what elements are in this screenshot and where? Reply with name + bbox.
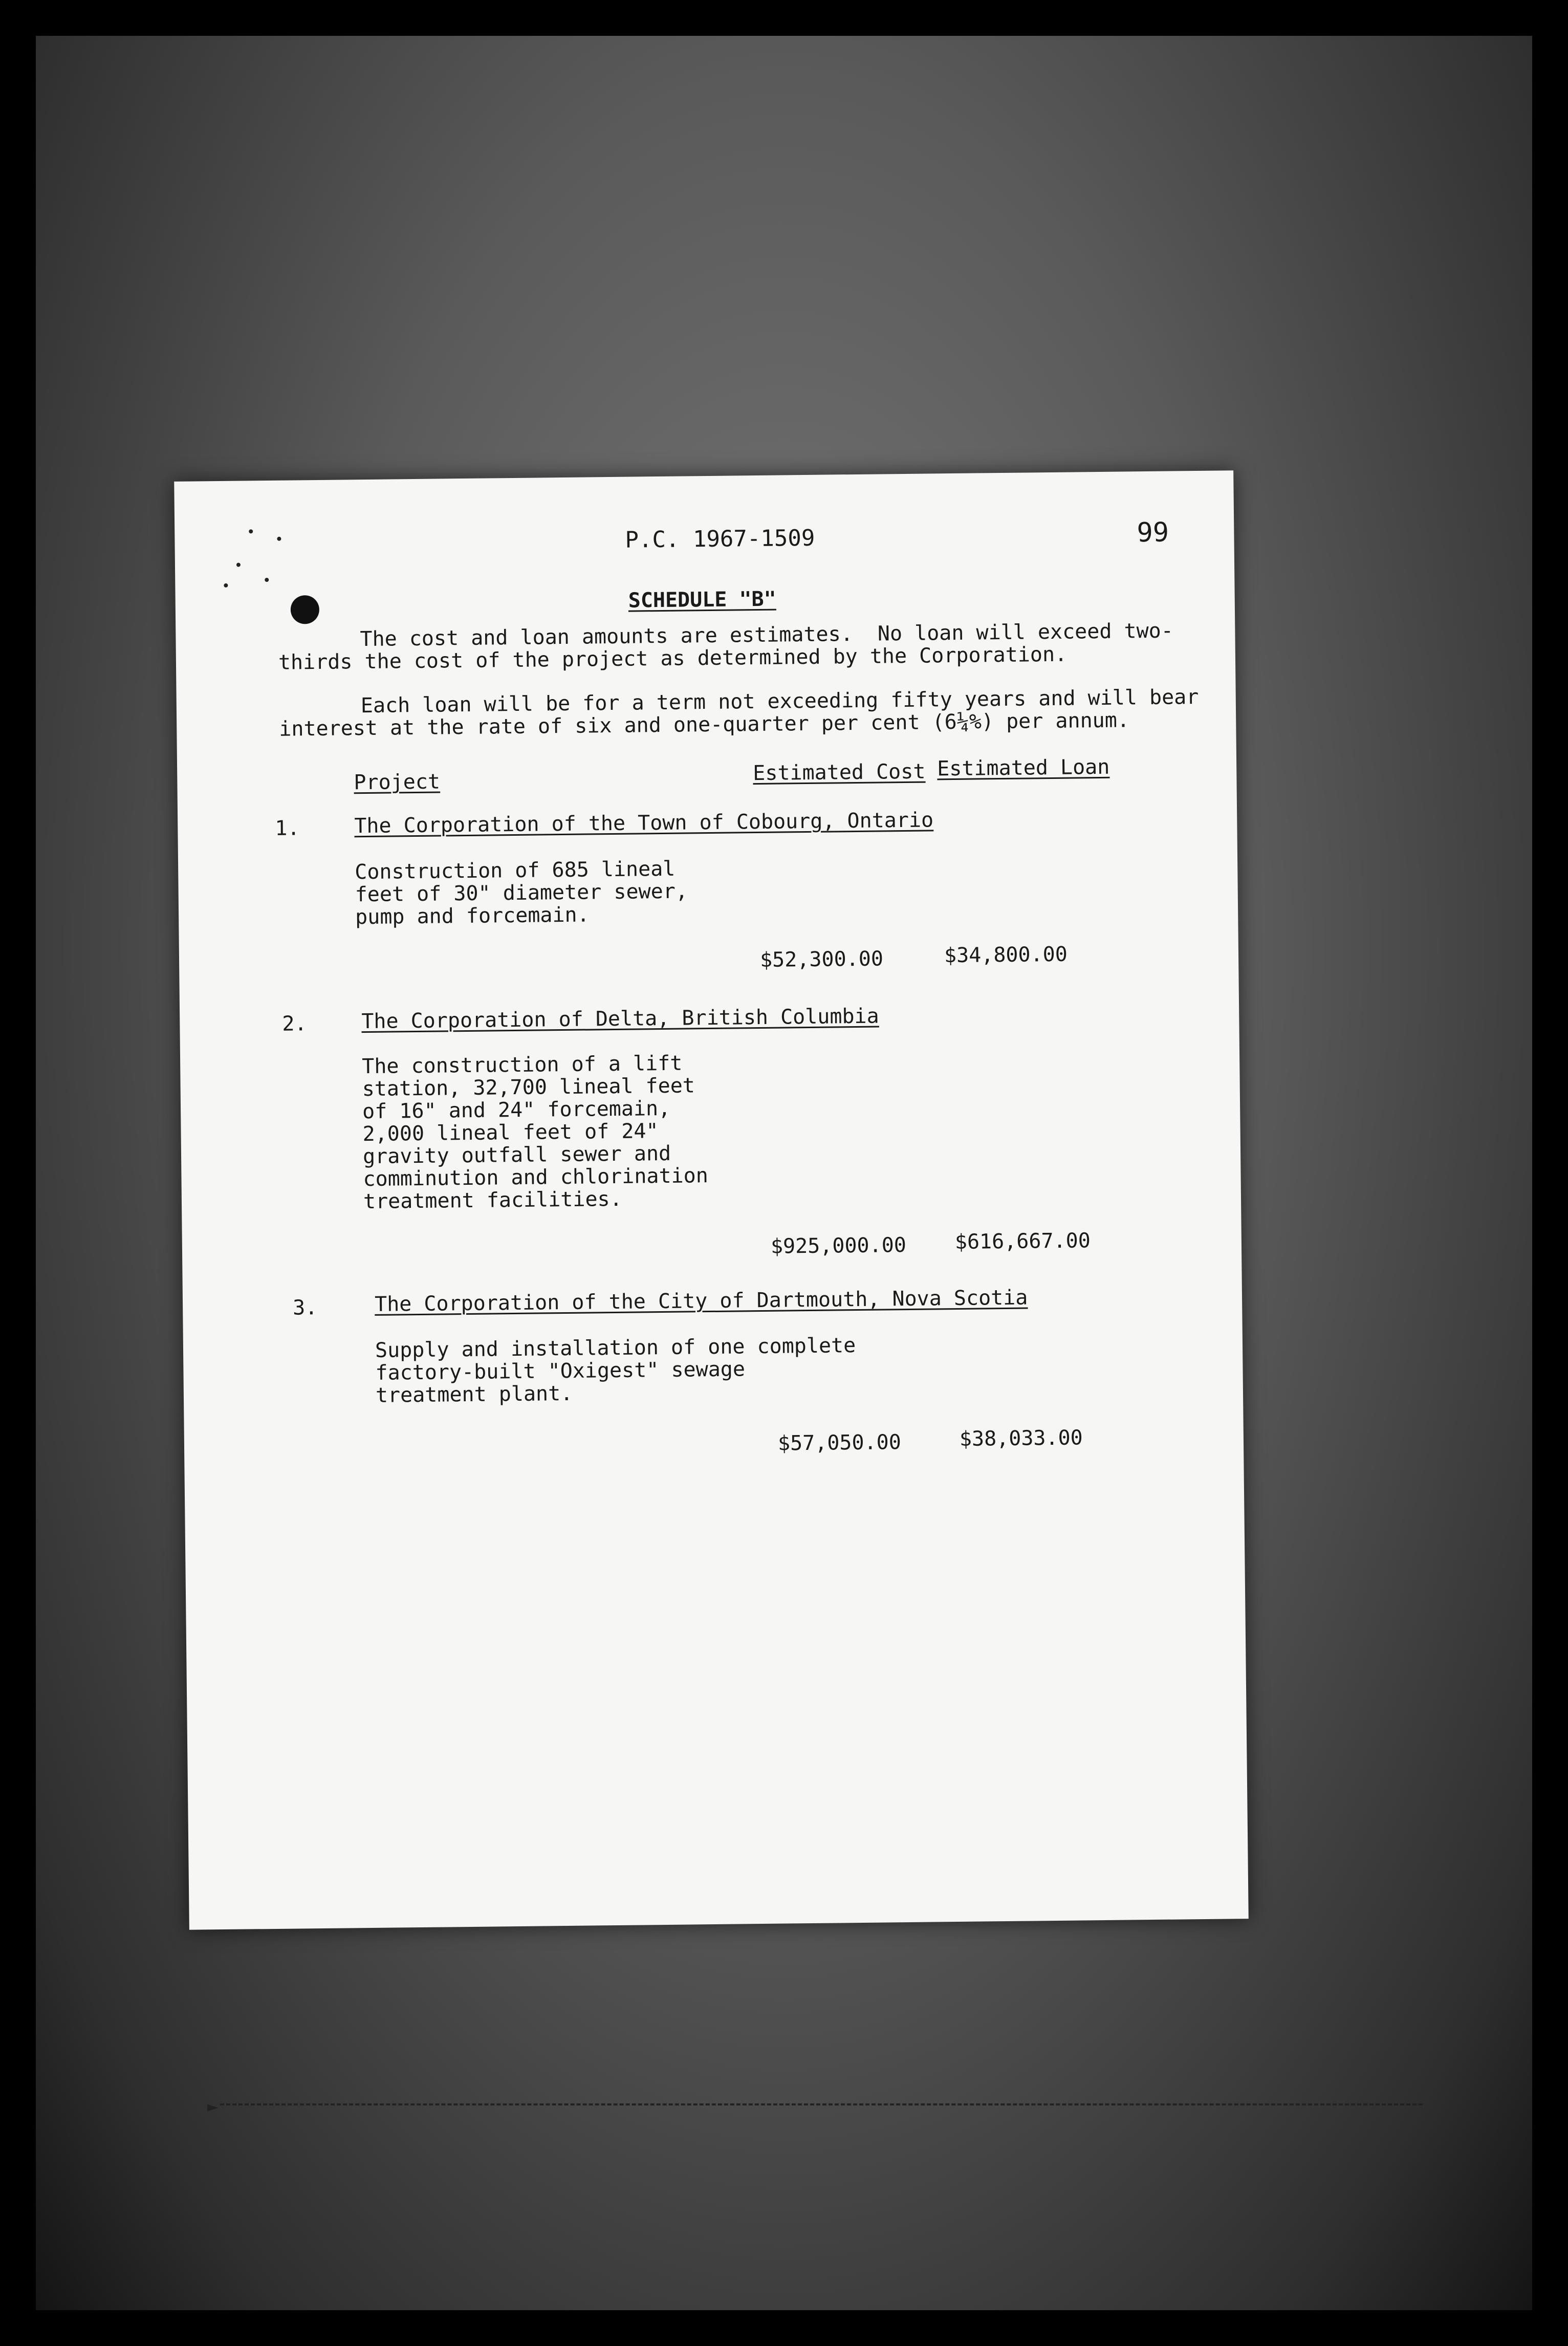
project-3-description-line: Supply and installation of one complete [375, 1334, 856, 1362]
project-1-estimated-loan: $34,800.00 [944, 942, 1068, 968]
project-1-description-line: pump and forcemain. [355, 903, 590, 929]
project-2-description-line: station, 32,700 lineal feet [362, 1074, 695, 1101]
project-1-number: 1. [275, 816, 300, 840]
column-header-project: Project [354, 770, 441, 795]
column-header-estimated-cost: Estimated Cost [753, 759, 926, 786]
project-3-name: The Corporation of the City of Dartmouth, Nova Scotia [374, 1286, 1028, 1316]
project-2-estimated-loan: $616,667.00 [954, 1229, 1091, 1254]
arrow-mark-icon: ► [207, 2096, 219, 2117]
document-page [174, 470, 1249, 1930]
dashed-guide-line [220, 2103, 1423, 2105]
project-1-estimated-cost: $52,300.00 [759, 947, 884, 972]
project-2-description-line: treatment facilities. [363, 1187, 622, 1214]
term-line-2: interest at the rate of six and one-quarter per cent (6¼%) per annum. [279, 708, 1130, 741]
project-3-description-line: treatment plant. [375, 1381, 573, 1407]
project-3-estimated-loan: $38,033.00 [959, 1426, 1083, 1451]
intro-line-2: thirds the cost of the project as determined by the Corporation. [278, 642, 1068, 675]
project-2-description-line: The construction of a lift [361, 1051, 683, 1079]
project-2-number: 2. [282, 1012, 307, 1036]
intro-line-1: The cost and loan amounts are estimates. No loan will exceed two- [360, 619, 1174, 651]
project-1-name: The Corporation of the Town of Cobourg, Ontario [354, 808, 934, 838]
project-3-number: 3. [292, 1296, 318, 1320]
project-1-description-line: feet of 30" diameter sewer, [355, 879, 688, 907]
column-header-estimated-loan: Estimated Loan [937, 755, 1110, 781]
punch-hole [291, 595, 320, 624]
term-line-1: Each loan will be for a term not exceeding fifty years and will bear [360, 685, 1199, 718]
order-number: P.C. 1967-1509 [625, 525, 815, 553]
project-2-name: The Corporation of Delta, British Columbia [361, 1004, 879, 1034]
project-1-description-line: Construction of 685 lineal [355, 857, 676, 884]
schedule-title: SCHEDULE "B" [628, 587, 776, 613]
project-3-estimated-cost: $57,050.00 [777, 1430, 902, 1456]
project-3-description-line: factory-built "Oxigest" sewage [375, 1357, 746, 1385]
project-2-description-line: gravity outfall sewer and [362, 1141, 671, 1169]
page-number: 99 [1137, 517, 1169, 549]
project-2-description-line: 2,000 lineal feet of 24" [362, 1119, 659, 1146]
project-2-description-line: comminution and chlorination [363, 1164, 709, 1191]
project-2-description-line: of 16" and 24" forcemain, [362, 1096, 671, 1124]
project-2-estimated-cost: $925,000.00 [770, 1233, 907, 1258]
